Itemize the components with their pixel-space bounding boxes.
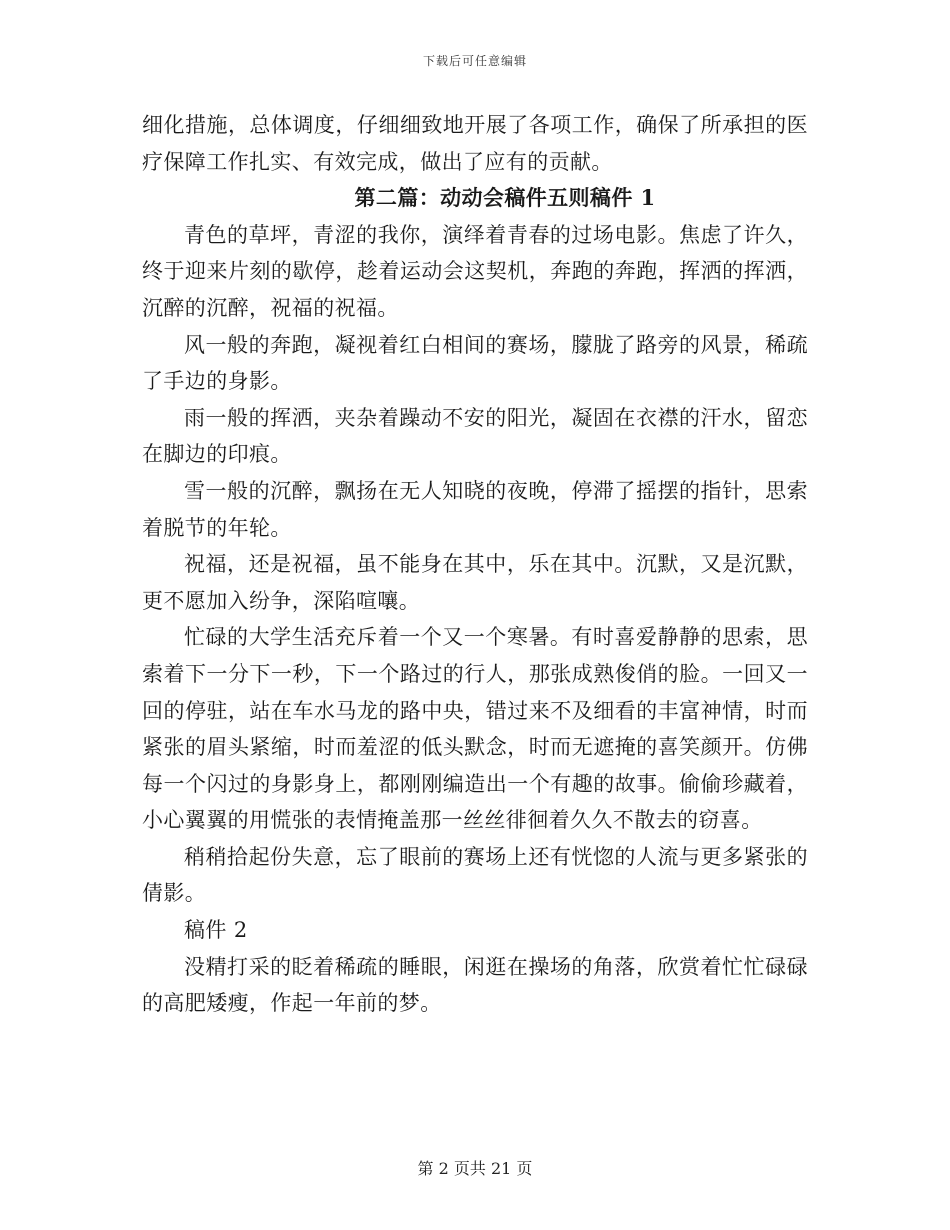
paragraph-8: 没精打采的眨着稀疏的睡眼，闲逛在操场的角落，欣赏着忙忙碌碌的高肥矮瘦，作起一年前的梦。 bbox=[142, 954, 808, 1016]
paragraph-4: 雪一般的沉醉，飘扬在无人知晓的夜晚，停滞了摇摆的指针，思索着脱节的年轮。 bbox=[142, 478, 808, 540]
paragraph-5: 祝福，还是祝福，虽不能身在其中，乐在其中。沉默，又是沉默，更不愿加入纷争，深陷喧嚷。 bbox=[142, 552, 808, 613]
paragraph-3: 雨一般的挥洒，夹杂着躁动不安的阳光，凝固在衣襟的汗水，留恋在脚边的印痕。 bbox=[142, 405, 808, 467]
section-title: 第二篇：动动会稿件五则稿件 1 bbox=[354, 185, 656, 211]
paragraph-1: 青色的草坪，青涩的我你，演绎着青春的过场电影。焦虑了许久，终于迎来片刻的歇停，趁着运动会这契机，奔跑的奔跑，挥洒的挥洒，沉醉的沉醉，祝福的祝福。 bbox=[142, 222, 808, 320]
paragraph-7: 稍稍拾起份失意，忘了眼前的赛场上还有恍惚的人流与更多紧张的倩影。 bbox=[142, 844, 808, 906]
document-body bbox=[142, 107, 808, 1022]
page-footer-number: 第 2 页共 21 页 bbox=[417, 1159, 533, 1178]
paragraph-2: 风一般的奔跑，凝视着红白相间的赛场，朦胧了路旁的风景，稀疏了手边的身影。 bbox=[142, 332, 808, 394]
subsection-label: 稿件 2 bbox=[184, 918, 248, 943]
paragraph-6: 忙碌的大学生活充斥着一个又一个寒暑。有时喜爱静静的思索，思索着下一分下一秒，下一个路过的行人，那张成熟俊俏的脸。一回又一回的停驻，站在车水马龙的路中央，错过来不及细看的丰富神情，时而紧张的眉头紧缩，时而羞涩的低头默念，时而无遮掩的喜笑颜开。仿佛每一个闪过的身影身上，都刚刚编造出一个有趣的故事。偷偷珍藏着，小心翼翼的用慌张的表情掩盖那一丝丝徘徊着久久不散去的窃喜。 bbox=[142, 625, 808, 833]
continuation-paragraph: 细化措施，总体调度，仔细细致地开展了各项工作，确保了所承担的医疗保障工作扎实、有效完成，做出了应有的贡献。 bbox=[142, 113, 808, 174]
page-header-note: 下载后可任意编辑 bbox=[422, 54, 527, 68]
